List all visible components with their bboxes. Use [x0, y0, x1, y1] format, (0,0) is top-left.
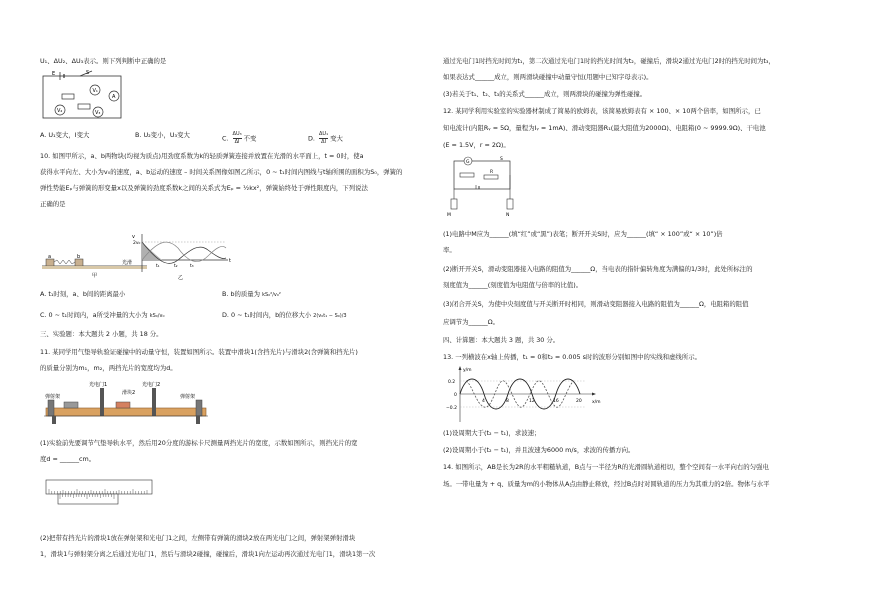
- air-track-figure: [42, 378, 212, 426]
- svg-text:N: N: [506, 213, 510, 217]
- q12-1-line-1: (1)电路中M应为______(填“红”或“黑”)表笔；断开开关S时，应为______(填“ × 100”或“ × 10”)倍: [443, 230, 723, 238]
- q11-line-1: 11. 某同学用气垫导轨验证碰撞中的动量守恒，装置如图所示。装置中滑块1(含挡光片)与滑块2(含弹簧和挡光片): [40, 348, 358, 356]
- svg-text:乙: 乙: [178, 275, 184, 281]
- section-4-heading: 四、计算题：本大题共 3 题，共 30 分。: [443, 336, 560, 344]
- svg-text:b: b: [77, 254, 81, 260]
- svg-text:V₂: V₂: [57, 108, 63, 114]
- svg-text:光滑: 光滑: [122, 260, 133, 266]
- q9-circuit-figure: [40, 68, 125, 123]
- q11-cont-line-1: 通过光电门1时挡光时间为t₁，第二次通过光电门1时的挡光时间为t₂，碰撞后，滑块2通过光电门2时的挡光时间为t₃，: [443, 57, 775, 65]
- svg-text:滑块2: 滑块2: [122, 390, 136, 396]
- q11-1-line-1: (1)实验前先要调节气垫导轨水平，然后用20分度的游标卡尺测量两挡光片的宽度，示数如图所示，则挡光片的宽: [40, 439, 358, 447]
- q10-line-4: 正确的是: [40, 200, 66, 208]
- svg-text:光电门1: 光电门1: [89, 382, 108, 388]
- q11-line-2: 的质量分别为m₁，m₂，两挡光片的宽度均为d。: [40, 364, 177, 372]
- svg-text:t: t: [229, 258, 231, 264]
- svg-text:t₂: t₂: [174, 264, 178, 269]
- q10-option-d: D. 0 ~ t₁时间内，b的位移大小 2(v₀t₁ − S₀)/3: [222, 311, 347, 319]
- svg-text:a: a: [48, 254, 52, 260]
- svg-text:V₁: V₁: [92, 88, 98, 94]
- q12-1-line-2: 率。: [443, 246, 456, 254]
- svg-text:弹射架: 弹射架: [45, 394, 61, 400]
- svg-text:t₃: t₃: [190, 264, 194, 269]
- q11-cont-line-2: 如果表达式______成立，则两滑块碰撞中动量守恒(用题中已知字母表示)。: [443, 73, 653, 81]
- q11-2-line-2: 1，滑块1与弹射架分离之后通过光电门1，然后与滑块2碰撞，碰撞后，滑块1向左运动再次通过光电门1，滑块1第一次: [40, 550, 376, 558]
- q14-line-1: 14. 如图所示，AB是长为2R的水平粗糙轨道，B点与一半径为R的光滑圆轨道相切，整个空间有一水平向右的匀强电: [443, 463, 769, 471]
- q11-3-line: (3)若关于t₁、t₂、t₃的关系式______成立，则两滑块的碰撞为弹性碰撞。: [443, 90, 647, 98]
- wave-figure: [446, 364, 606, 424]
- q11-1-line-2: 度d = ______cm。: [40, 455, 96, 463]
- q12-line-3: (E = 1.5V，r = 2Ω)。: [443, 141, 510, 149]
- svg-text:S: S: [500, 157, 503, 162]
- q10-line-2: 获得水平向左、大小为v₀的速度，a、b运动的速度 – 时间关系图像如图乙所示，0 ~ t₁时间内图线与t轴所围的面积为S₀，弹簧的: [40, 168, 403, 176]
- q9-option-a: A. U₁变大，I变大: [40, 131, 90, 139]
- svg-text:y/m: y/m: [463, 368, 472, 373]
- q12-2-line-2: 刻度值为______(刻度值为电阻值与倍率的比值)。: [443, 281, 583, 289]
- q10-line-1: 10. 如图甲所示，a、b两物块(均视为质点)用劲度系数为k的轻质弹簧连接并放置在光滑的水平面上，t = 0时，使a: [40, 152, 364, 160]
- svg-text:甲: 甲: [92, 273, 98, 279]
- svg-text:光电门2: 光电门2: [142, 382, 161, 388]
- q12-3-line-2: 应调节为______Ω。: [443, 318, 500, 326]
- svg-text:8: 8: [506, 399, 509, 404]
- svg-text:E: E: [52, 71, 56, 77]
- q9-option-c: C. $\frac{\text{ΔU₃}}{\Delta I}$ 不变: [222, 131, 257, 145]
- q14-line-2: 场。一带电量为 + q、质量为m的小物体从A点由静止释放，经过B点时对圆轨道的压力为其重力的2倍。物体与水平: [443, 480, 770, 488]
- svg-text:v: v: [132, 234, 135, 240]
- svg-text:2v₀: 2v₀: [133, 241, 141, 246]
- svg-text:0.2: 0.2: [448, 380, 456, 385]
- svg-text:A: A: [112, 94, 116, 100]
- svg-text:12: 12: [529, 399, 535, 404]
- section-3-heading: 三、实验题：本大题共 2 小题，共 18 分。: [40, 330, 163, 338]
- svg-text:−0.2: −0.2: [446, 406, 457, 411]
- svg-text:t₁: t₁: [156, 264, 160, 269]
- vernier-caliper-figure: [44, 478, 156, 516]
- q13-line: 13. 一列横波在x轴上传播，t₁ = 0和t₂ = 0.005 s时的波形分别如图中的实线和虚线所示。: [443, 353, 701, 361]
- q13-part-1: (1)设周期大于(t₂ − t₁)，求波速；: [443, 429, 541, 437]
- svg-text:G: G: [466, 160, 470, 165]
- q12-2-line-1: (2)断开开关S，滑动变阻器接入电路的阻值为______Ω，当电表的指针偏转角度为满偏的1/3时，此处所标注的: [443, 265, 753, 273]
- svg-text:M: M: [447, 213, 451, 217]
- q10-line-3: 弹性势能Eₚ与弹簧的形变量x以及弹簧的劲度系数k之间的关系式为Eₚ = ½kx²，弹簧始终处于弹性限度内，下列说法: [40, 184, 368, 192]
- q12-3-line-1: (3)闭合开关S，为使中央刻度值与开关断开时相同，则滑动变阻器接入电路的阻值为______Ω，电阻箱的阻值: [443, 300, 749, 308]
- q9-option-d: D. $\frac{\text{ΔU₁}}{\Delta I}$ 变大: [308, 131, 343, 145]
- svg-text:16: 16: [553, 399, 559, 404]
- q10-option-c: C. 0 ~ t₁时间内，a所受冲量的大小为 kS₀/v₀: [40, 311, 165, 319]
- svg-text:0: 0: [454, 393, 457, 398]
- q13-part-2: (2)设周期小于(t₂ − t₁)，并且波速为6000 m/s，求波的传播方向。: [443, 446, 635, 454]
- svg-text:4: 4: [482, 399, 485, 404]
- q10-figure-yi: [128, 232, 238, 287]
- q11-2-line-1: (2)把带有挡光片的滑块1放在弹射架和光电门1之间，左侧带有弹簧的滑块2放在两光电门之间，弹射架弹射滑块: [40, 534, 356, 542]
- ohmmeter-circuit-figure: [446, 155, 526, 217]
- q10-option-a: A. t₁时刻，a、b间的距离最小: [40, 290, 126, 298]
- svg-text:R: R: [490, 170, 494, 175]
- svg-text:20: 20: [576, 399, 582, 404]
- q9-tail-text: U₁、ΔU₂、ΔU₃表示。则下列判断中正确的是: [40, 57, 167, 65]
- q12-line-2: 知电流计(内阻Rᵧ = 5Ω，量程为Iᵧ = 1mA)、滑动变阻器R₁(最大阻值为2000Ω)、电阻箱(0 ~ 9999.9Ω)、干电池: [443, 124, 766, 132]
- svg-text:V₃: V₃: [95, 110, 101, 116]
- q10-option-b: B. b的质量为 kS₀²/v₀²: [222, 290, 281, 298]
- q12-line-1: 12. 某同学利用实验室的实验器材制成了简易的欧姆表，该简易欧姆表有 × 100、× 10两个倍率，如图所示，已: [443, 107, 761, 115]
- q9-option-b: B. U₂变小，U₃变大: [135, 131, 190, 139]
- svg-text:弹射架: 弹射架: [180, 394, 196, 400]
- svg-text:x/m: x/m: [592, 400, 601, 405]
